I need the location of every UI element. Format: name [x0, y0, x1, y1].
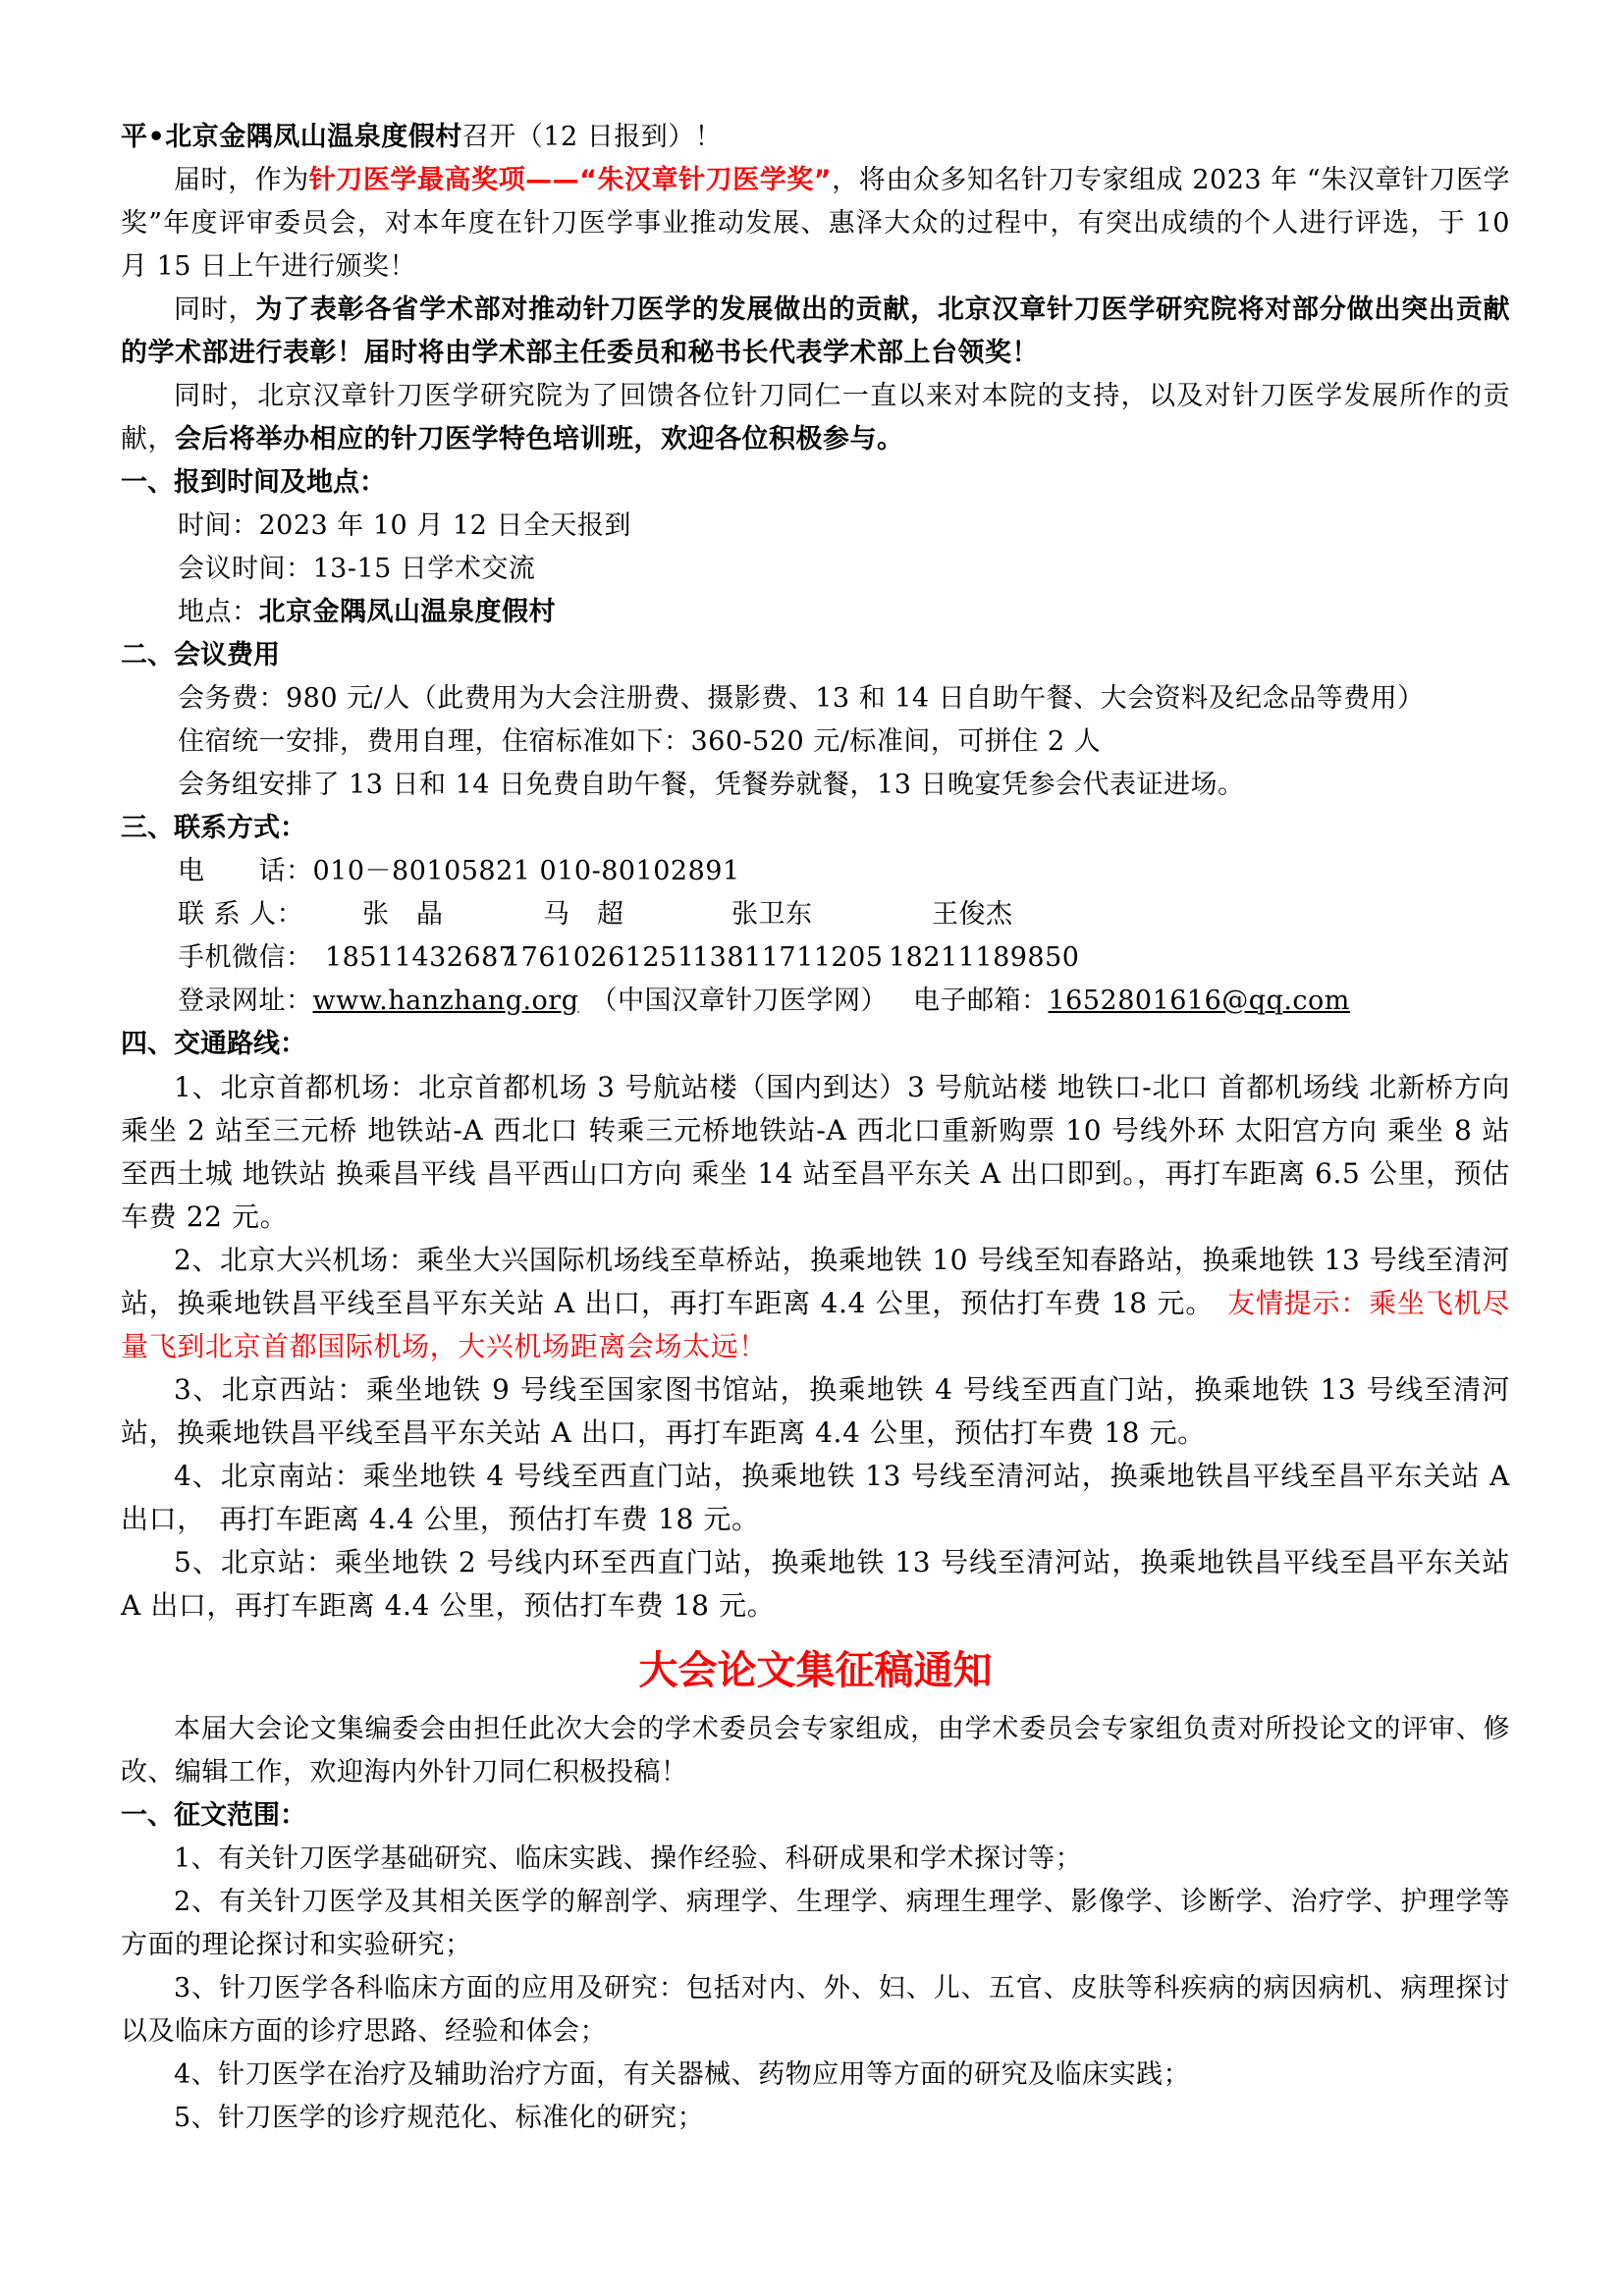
training-bold: 会后将举办相应的针刀医学特色培训班，欢迎各位积极参与。 — [175, 424, 904, 454]
mobile-label: 手机微信： — [178, 942, 313, 973]
venue-value: 北京金隅凤山温泉度假村 — [258, 597, 556, 627]
award-name-highlight: 针刀医学最高奖项——“朱汉章针刀医学奖” — [308, 165, 833, 195]
mobile-number: 18211189850 — [889, 942, 1080, 973]
contact-name: 王俊杰 — [932, 899, 1013, 930]
venue-bold: 平•北京金隅凤山温泉度假村 — [121, 122, 462, 152]
training-paragraph — [121, 375, 1510, 461]
section-heading-transport: 四、交通路线： — [121, 1029, 306, 1059]
contact-name: 张 晶 — [362, 899, 444, 930]
papers-intro: 本届大会论文集编委会由担任此次大会的学术委员会专家组成，由学术委员会专家组负责对所投论文的评审、修改、编辑工作，欢迎海内外针刀同仁积极投稿！ — [121, 1714, 1510, 1788]
intro-line-rest: 召开（12 日报到）！ — [461, 122, 723, 152]
phone-label: 电 话： — [178, 856, 313, 886]
route-daxing-text: 2、北京大兴机场：乘坐大兴国际机场线至草桥站，换乘地铁 10 号线至知春路站，换乘地铁 13 号线至清河站，换乘地铁昌平线至昌平东关站 A 出口，再打车距离 4.4 公里，预估打车费 18 元。 — [121, 1244, 1510, 1319]
contacts-label: 联 系 人： — [178, 899, 304, 930]
intro-line — [121, 116, 1510, 159]
mobile-number: 17610261251 — [504, 942, 695, 973]
meals-line: 会务组安排了 13 日和 14 日免费自助午餐，凭餐券就餐，13 日晚宴凭参会代表证进场。 — [178, 770, 1245, 800]
route-south-station: 4、北京南站：乘坐地铁 4 号线至西直门站，换乘地铁 13 号线至清河站，换乘地铁昌平线至昌平东关站 A 出口， 再打车距离 4.4 公里，预估打车费 18 元。 — [121, 1460, 1510, 1535]
route-west-station: 3、北京西站：乘坐地铁 9 号线至国家图书馆站，换乘地铁 4 号线至西直门站，换乘地铁 13 号线至清河站，换乘地铁昌平线至昌平东关站 A 出口，再打车距离 4.4 公里，预估打车费 18 元。 — [121, 1373, 1510, 1449]
phone-line — [121, 850, 1510, 893]
commendation-text-a: 同时， — [174, 294, 256, 325]
section-heading-registration: 一、报到时间及地点： — [121, 467, 386, 498]
award-text-b: ，将由众多知名针刀专家组成 2023 年 “朱汉章针刀医学奖”年度评审委员会，对本年度在针刀医学事业推动发展、惠泽大众的过程中，有突出成绩的个人进行评选，于 10 月 15 日上午进行颁奖！ — [121, 165, 1511, 282]
scope-item: 2、有关针刀医学及其相关医学的解剖学、病理学、生理学、病理生理学、影像学、诊断学、治疗学、护理学等方面的理论探讨和实验研究； — [121, 1887, 1510, 1960]
commendation-paragraph — [121, 289, 1510, 375]
meeting-time: 会议时间：13-15 日学术交流 — [178, 554, 536, 584]
section-heading-fees: 二、会议费用 — [121, 640, 280, 670]
route-daxing-airport — [121, 1239, 1510, 1368]
scope-item: 3、针刀医学各科临床方面的应用及研究：包括对内、外、妇、儿、五官、皮肤等科疾病的病因病机、病理探讨以及临床方面的诊疗思路、经验和体会； — [121, 1973, 1510, 2047]
venue-line — [121, 591, 1510, 634]
section-heading-contact: 三、联系方式： — [121, 813, 306, 843]
registration-time: 时间：2023 年 10 月 12 日全天报到 — [178, 510, 631, 541]
mobile-number: 18511432687 — [325, 942, 516, 973]
phone-value: 010－80105821 010-80102891 — [312, 856, 740, 886]
site-name: （中国汉章针刀医学网） — [590, 986, 888, 1016]
award-text-a: 届时，作为 — [174, 165, 309, 195]
web-email-line — [121, 980, 1510, 1023]
contact-name: 张卫东 — [731, 899, 813, 930]
site-link[interactable]: www.hanzhang.org — [312, 986, 579, 1016]
scope-item: 4、针刀医学在治疗及辅助治疗方面，有关器械、药物应用等方面的研究及临床实践； — [174, 2059, 1191, 2090]
route-beijing-station: 5、北京站：乘坐地铁 2 号线内环至西直门站，换乘地铁 13 号线至清河站，换乘地铁昌平线至昌平东关站 A 出口，再打车距离 4.4 公里，预估打车费 18 元。 — [121, 1546, 1510, 1622]
site-label: 登录网址： — [178, 986, 313, 1016]
papers-heading-scope: 一、征文范围： — [121, 1800, 306, 1831]
scope-item: 5、针刀医学的诊疗规范化、标准化的研究； — [174, 2103, 705, 2133]
papers-title: 大会论文集征稿通知 — [638, 1648, 993, 1693]
venue-label: 地点： — [178, 597, 259, 627]
email-label: 电子邮箱： — [913, 986, 1049, 1016]
mobile-line — [121, 936, 1510, 980]
mobile-number: 13811711205 — [692, 942, 884, 973]
lodging-line: 住宿统一安排，费用自理，住宿标准如下：360-520 元/标准间，可拼住 2 人 — [178, 726, 1102, 757]
contact-name: 马 超 — [543, 899, 624, 930]
email-link[interactable]: 1652801616@qq.com — [1048, 986, 1350, 1016]
contacts-line — [121, 893, 1510, 936]
document-page — [121, 116, 1510, 2140]
scope-item: 1、有关针刀医学基础研究、临床实践、操作经验、科研成果和学术探讨等； — [174, 1843, 1083, 1874]
fee-line: 会务费：980 元/人（此费用为大会注册费、摄影费、13 和 14 日自助午餐、大会资料及纪念品等费用） — [178, 683, 1425, 714]
commendation-bold: 为了表彰各省学术部对推动针刀医学的发展做出的贡献，北京汉章针刀医学研究院将对部分做出突出贡献的学术部进行表彰！届时将由学术部主任委员和秘书长代表学术部上台领奖！ — [121, 294, 1510, 368]
travel-tip: 友情提示：乘坐飞机尽量飞到北京首都国际机场，大兴机场距离会场太远！ — [121, 1287, 1510, 1362]
route-capital-airport: 1、北京首都机场：北京首都机场 3 号航站楼（国内到达）3 号航站楼 地铁口-北口 首都机场线 北新桥方向 乘坐 2 站至三元桥 地铁站-A 西北口 转乘三元桥地铁站-A 西北口重新购票 10 号线外环 太阳宫方向 乘坐 8 站至西土城 地铁站 换乘昌平线 昌平西山口方向 乘坐 14 站至昌平东关 A 出口即到。，再打车距离 6.5 公里，预估车费 22 元。 — [121, 1071, 1510, 1233]
award-paragraph — [121, 159, 1510, 289]
training-text-a: 同时，北京汉章针刀医学研究院为了回馈各位针刀同仁一直以来对本院的支持，以及对针刀医学发展所作的贡献， — [121, 381, 1510, 454]
